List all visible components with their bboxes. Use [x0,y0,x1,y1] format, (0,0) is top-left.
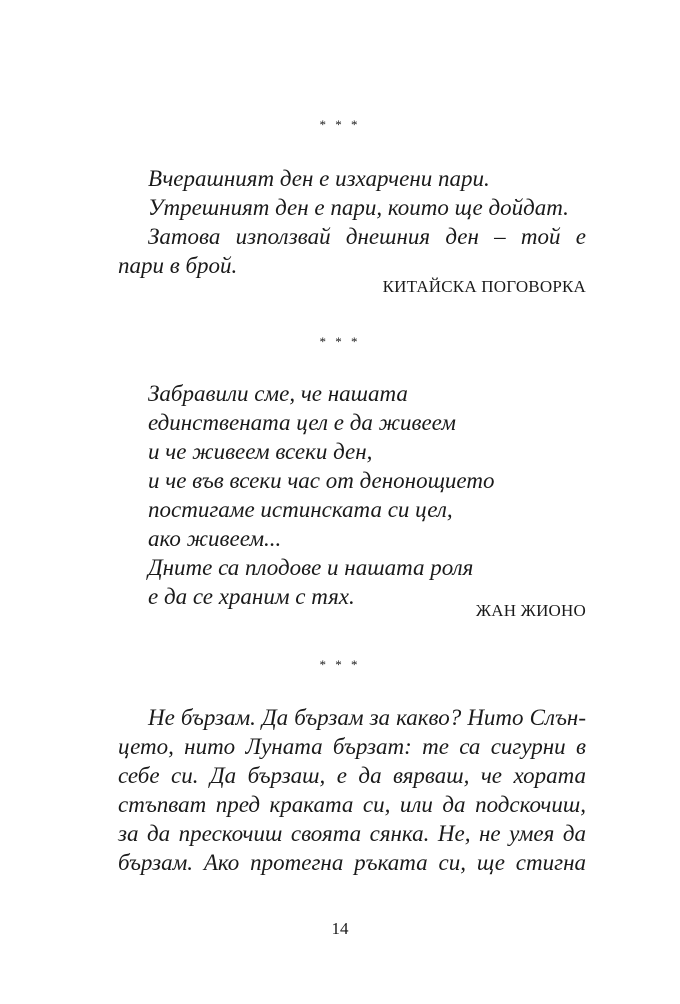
poem-block [118,379,586,611]
poem-line: единствената цел е да живеем [148,410,456,435]
proverb-line: Затова използвай днешния ден – той е [148,224,586,249]
poem-line: постигаме истинската си цел, [148,497,453,522]
attribution-chinese-proverb: КИТАЙСКА ПОГОВОРКА [382,277,586,296]
poem-line: ако живеем... [148,526,282,551]
poem-line: е да се храним с тях. [148,584,355,609]
prose-line: цето, нито Луната бързат: те са сигурни в [118,734,586,759]
section-separator-2: * * * [319,334,361,349]
proverb-line: Утрешният ден е пари, които ще дойдат. [148,195,569,220]
proverb-line: пари в брой. [118,253,238,278]
proverb-block [118,164,586,280]
section-separator-3: * * * [319,657,361,672]
attribution-jean-giono: ЖАН ЖИОНО [475,601,586,620]
prose-line: стъпват пред краката си, или да подскочиш, [118,792,586,817]
page-number: 14 [331,919,349,938]
prose-line: бързам. Ако протегна ръката си, ще стигна [118,850,586,875]
poem-line: Забравили сме, че нашата [148,381,408,406]
proverb-line: Вчерашният ден е изхарчени пари. [148,166,490,191]
prose-paragraph [118,703,586,877]
poem-line: и че във всеки час от денонощието [148,468,495,493]
prose-line: себе си. Да бързаш, е да вярваш, че хората [118,763,586,788]
prose-line: Не бързам. Да бързам за какво? Нито Слън- [148,705,586,730]
prose-line: за да прескочиш своята сянка. Не, не умея да [118,821,586,846]
poem-line: и че живеем всеки ден, [148,439,373,464]
section-separator-1: * * * [319,117,361,132]
poem-line: Дните са плодове и нашата роля [148,555,474,580]
